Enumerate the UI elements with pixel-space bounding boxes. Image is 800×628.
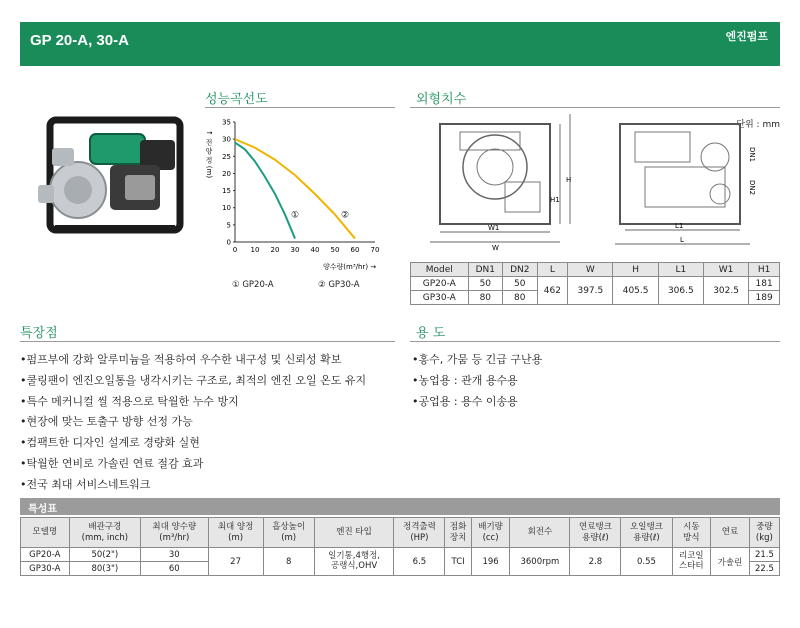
table-cell: 가솔린 bbox=[711, 548, 750, 576]
table-cell: 21.5 bbox=[749, 548, 779, 562]
table-cell: GP20-A bbox=[21, 548, 70, 562]
dimension-drawings bbox=[420, 112, 780, 252]
table-cell: 0.55 bbox=[621, 548, 672, 576]
list-item: •공업용 : 용수 이송용 bbox=[412, 394, 518, 408]
dimensions-title: 외형치수 bbox=[416, 92, 467, 107]
table-cell: 리코일 스타터 bbox=[672, 548, 711, 576]
table-header: 오일탱크 용량(ℓ) bbox=[621, 518, 672, 548]
table-row bbox=[21, 548, 780, 562]
table-cell: 50 bbox=[503, 277, 537, 291]
table-cell: 80 bbox=[503, 291, 537, 305]
table-header: 연료탱크 용량(ℓ) bbox=[570, 518, 621, 548]
table-cell: GP20-A bbox=[411, 277, 469, 291]
table-cell: 462 bbox=[537, 277, 568, 305]
table-cell: 80 bbox=[468, 291, 502, 305]
l1-label: L1 bbox=[675, 222, 684, 230]
table-cell: 3600rpm bbox=[510, 548, 570, 576]
x-tick-label: 50 bbox=[330, 246, 340, 254]
table-cell: 60 bbox=[141, 562, 208, 576]
table-cell: 196 bbox=[471, 548, 510, 576]
x-tick-label: 20 bbox=[270, 246, 280, 254]
performance-title: 성능곡선도 bbox=[205, 92, 268, 107]
list-item: •펌프부에 강화 알루미늄을 적용하여 우수한 내구성 및 신뢰성 확보 bbox=[20, 353, 342, 366]
table-cell: 302.5 bbox=[703, 277, 748, 305]
table-header: L bbox=[537, 263, 568, 277]
table-cell: 8 bbox=[263, 548, 314, 576]
x-tick-label: 60 bbox=[350, 246, 360, 254]
table-header: 회전수 bbox=[510, 518, 570, 548]
x-tick-label: 30 bbox=[290, 246, 300, 254]
y-tick-label: 35 bbox=[222, 118, 231, 127]
list-item: •컴팩트한 디자인 설계로 경량화 실현 bbox=[20, 436, 200, 450]
x-axis-label: 양수량(m³/hr) → bbox=[323, 263, 377, 271]
features-divider bbox=[20, 341, 395, 342]
table-cell: 50(2") bbox=[69, 548, 140, 562]
table-header: Model bbox=[411, 263, 469, 277]
table-cell: 397.5 bbox=[568, 277, 613, 305]
table-header: DN2 bbox=[503, 263, 537, 277]
table-cell: 50 bbox=[468, 277, 502, 291]
spec-title: 특성표 bbox=[28, 504, 57, 515]
table-header: W1 bbox=[703, 263, 748, 277]
legend-item-gp20 bbox=[232, 280, 274, 290]
performance-chart bbox=[205, 112, 395, 282]
series-marker-label: ① bbox=[291, 210, 300, 221]
list-item: •농업용 : 관개 용수용 bbox=[412, 373, 518, 387]
y-tick-label: 10 bbox=[222, 204, 231, 213]
y-axis-label: ↑ 전 양 정 (m) bbox=[205, 130, 213, 179]
table-header: 시동 방식 bbox=[672, 518, 711, 548]
y-tick-label: 30 bbox=[222, 135, 231, 144]
table-header: 점화 장치 bbox=[445, 518, 471, 548]
w1-label: W1 bbox=[488, 224, 500, 232]
h-label: H bbox=[566, 176, 572, 184]
w-label: W bbox=[492, 244, 499, 252]
table-header-row bbox=[411, 263, 780, 277]
table-cell: 6.5 bbox=[394, 548, 445, 576]
list-item: •전국 최대 서비스네트워크 bbox=[20, 477, 151, 491]
table-header: 최대 양정 (m) bbox=[208, 518, 263, 548]
page-title: GP 20-A, 30-A bbox=[30, 32, 129, 49]
legend-label: GP30-A bbox=[328, 280, 360, 290]
legend-marker: ① bbox=[232, 280, 240, 290]
front-view-drawing bbox=[430, 114, 571, 252]
y-tick-label: 25 bbox=[222, 152, 231, 161]
table-header: 배기량 (cc) bbox=[471, 518, 510, 548]
table-cell: 405.5 bbox=[613, 277, 658, 305]
legend-item-gp30 bbox=[318, 280, 360, 290]
features-title: 특장점 bbox=[20, 326, 58, 341]
dn1-label: DN1 bbox=[748, 147, 756, 163]
list-item: •현장에 맞는 토출구 방향 선정 가능 bbox=[20, 415, 193, 429]
performance-divider bbox=[205, 107, 395, 108]
table-cell: 306.5 bbox=[658, 277, 703, 305]
category-label: 엔진펌프 bbox=[725, 30, 768, 43]
spec-section-bar bbox=[20, 498, 780, 515]
header-bar bbox=[20, 22, 780, 66]
table-row bbox=[411, 277, 780, 291]
table-header: H bbox=[613, 263, 658, 277]
usage-divider bbox=[410, 341, 780, 342]
table-cell: 189 bbox=[749, 291, 780, 305]
table-cell: 22.5 bbox=[749, 562, 779, 576]
legend-label: GP20-A bbox=[242, 280, 274, 290]
table-header: L1 bbox=[658, 263, 703, 277]
table-header: 중량 (kg) bbox=[749, 518, 779, 548]
usage-list bbox=[412, 350, 542, 412]
series-line-gp20-a bbox=[235, 143, 295, 239]
y-tick-label: 20 bbox=[222, 169, 231, 178]
x-tick-label: 10 bbox=[250, 246, 260, 254]
table-cell: 2.8 bbox=[570, 548, 621, 576]
dimensions-divider bbox=[410, 107, 780, 108]
series-marker-label: ② bbox=[341, 210, 350, 221]
unit-label: 단위 : mm bbox=[736, 120, 780, 130]
x-tick-label: 70 bbox=[370, 246, 380, 254]
table-header: 엔진 타입 bbox=[314, 518, 394, 548]
y-tick-label: 5 bbox=[226, 221, 231, 230]
table-header: DN1 bbox=[468, 263, 502, 277]
x-tick-label: 0 bbox=[232, 246, 238, 254]
table-cell: 27 bbox=[208, 548, 263, 576]
table-cell: 30 bbox=[141, 548, 208, 562]
h1-label: H1 bbox=[550, 196, 560, 204]
usage-title: 용 도 bbox=[416, 326, 446, 341]
table-header: 배관구경 (mm, inch) bbox=[69, 518, 140, 548]
list-item: •탁월한 연비로 가솔린 연료 절감 효과 bbox=[20, 456, 204, 470]
y-tick-label: 0 bbox=[226, 238, 231, 247]
list-item: •홍수, 가뭄 등 긴급 구난용 bbox=[412, 353, 543, 366]
list-item: •특수 메커니컬 씰 적용으로 탁월한 누수 방지 bbox=[20, 394, 239, 408]
features-list bbox=[20, 350, 366, 496]
table-header: W bbox=[568, 263, 613, 277]
list-item: •쿨링팬이 엔진오일통을 냉각시키는 구조로, 최적의 엔진 오일 온도 유지 bbox=[20, 373, 367, 387]
table-header: H1 bbox=[749, 263, 780, 277]
dimensions-table bbox=[410, 262, 780, 305]
table-header: 정격출력 (HP) bbox=[394, 518, 445, 548]
y-tick-label: 15 bbox=[222, 187, 231, 196]
x-tick-label: 40 bbox=[310, 246, 320, 254]
table-header: 모델명 bbox=[21, 518, 70, 548]
series-line-gp30-a bbox=[235, 139, 355, 238]
table-cell: 일기통,4행정, 공랭식,OHV bbox=[314, 548, 394, 576]
table-header: 흡상높이 (m) bbox=[263, 518, 314, 548]
legend-marker: ② bbox=[318, 280, 326, 290]
table-cell: 181 bbox=[749, 277, 780, 291]
table-cell: GP30-A bbox=[21, 562, 70, 576]
dn2-label: DN2 bbox=[748, 180, 756, 196]
table-cell: GP30-A bbox=[411, 291, 469, 305]
table-header-row bbox=[21, 518, 780, 548]
side-view-drawing bbox=[615, 124, 756, 244]
l-label: L bbox=[680, 236, 684, 244]
table-header: 연료 bbox=[711, 518, 750, 548]
spec-table bbox=[20, 517, 780, 576]
table-header: 최대 양수량 (m³/hr) bbox=[141, 518, 208, 548]
table-cell: TCI bbox=[445, 548, 471, 576]
table-cell: 80(3") bbox=[69, 562, 140, 576]
pump-product-image bbox=[30, 110, 190, 245]
